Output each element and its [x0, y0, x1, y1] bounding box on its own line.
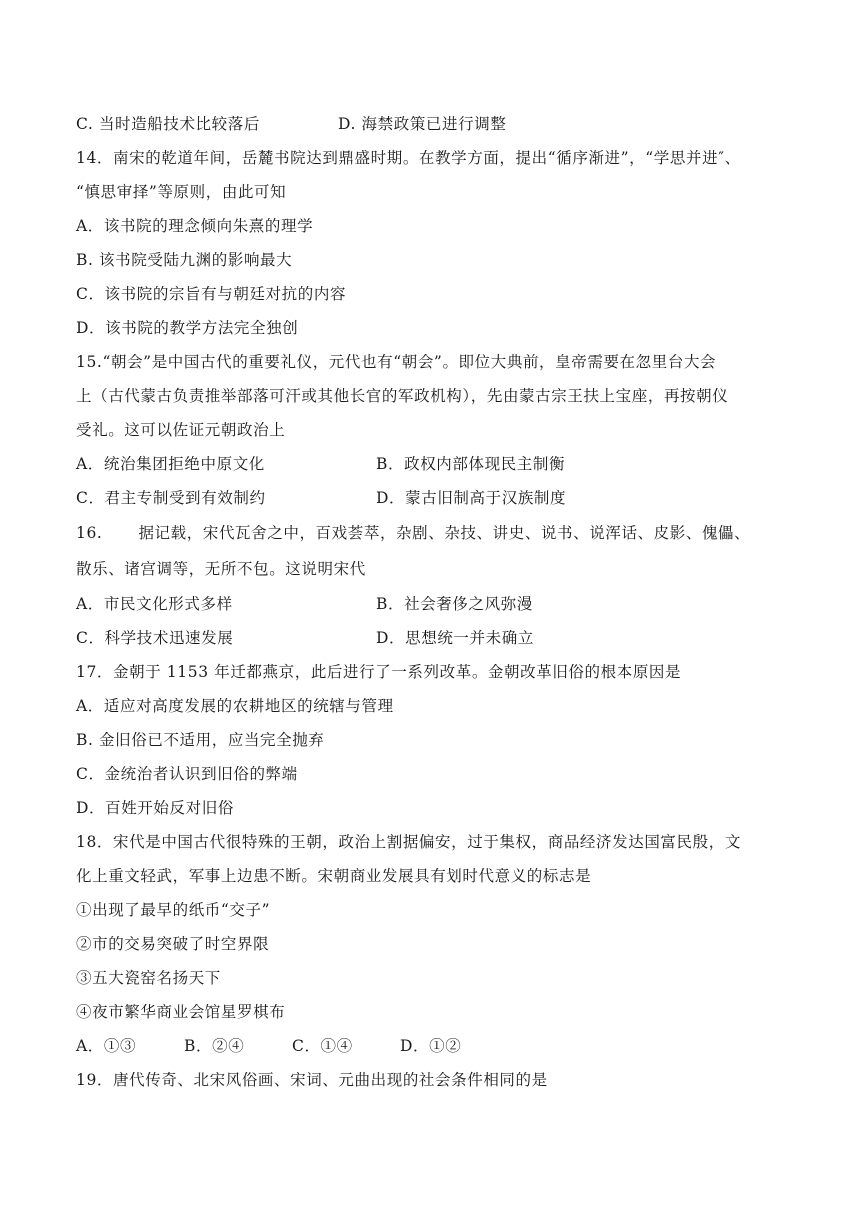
q17-option-b: B. 金旧俗已不适用，应当完全抛弃	[76, 731, 325, 749]
q18-options	[76, 1029, 788, 1063]
q18-stem-line2: 化上重文轻武，军事上边患不断。宋朝商业发展具有划时代意义的标志是	[76, 867, 592, 885]
q18-option-b: B．②④	[184, 1037, 245, 1055]
q14-stem-line2: “慎思审择”等原则，由此可知	[76, 183, 287, 201]
q16-option-a: A．市民文化形式多样	[76, 595, 233, 613]
q18-item-2: ②市的交易突破了时空界限	[76, 935, 270, 953]
q15-option-a: A．统治集团拒绝中原文化	[76, 455, 265, 473]
q18-item-4: ④夜市繁华商业会馆星罗棋布	[76, 1003, 286, 1021]
q16-stem-line2: 散乐、诸宫调等，无所不包。这说明宋代	[76, 560, 366, 578]
q16-option-d: D．思想统一并未确立	[376, 629, 534, 647]
q18-stem-line1: 18．宋代是中国古代很特殊的王朝，政治上割据偏安，过于集权，商品经济发达国富民殷，文	[76, 833, 741, 851]
q17-stem-line1: 17．金朝于 1153 年迁都燕京，此后进行了一系列改革。金朝改革旧俗的根本原因是	[76, 663, 682, 681]
q15-stem-line3: 受礼。这可以佐证元朝政治上	[76, 421, 286, 439]
q13-option-c: C. 当时造船技术比较落后	[76, 115, 260, 133]
q16-option-b: B．社会奢侈之风弥漫	[376, 595, 533, 613]
q13-option-d: D. 海禁政策已进行调整	[338, 115, 507, 133]
q18-option-d: D．①②	[400, 1037, 462, 1055]
q14-option-b: B. 该书院受陆九渊的影响最大	[76, 251, 293, 269]
q18-item-3: ③五大瓷窑名扬天下	[76, 969, 221, 987]
q15-stem-line2: 上（古代蒙古负责推举部落可汗或其他长官的军政机构），先由蒙古宗王扶上宝座，再按朝仪	[76, 387, 729, 405]
q14-option-a: A．该书院的理念倾向朱熹的理学	[76, 217, 314, 235]
q16-option-c: C．科学技术迅速发展	[76, 629, 234, 647]
q14-option-d: D．该书院的教学方法完全独创	[76, 319, 299, 337]
q16-stem-line1	[76, 515, 788, 551]
q16-options-ab	[76, 587, 788, 621]
q15-option-d: D．蒙古旧制高于汉族制度	[376, 489, 567, 507]
q18-item-1: ①出现了最早的纸币“交子”	[76, 901, 271, 919]
q17-option-a: A．适应对高度发展的农耕地区的统辖与管理	[76, 697, 394, 715]
q18-option-c: C．①④	[292, 1037, 353, 1055]
q16-stem-text: 据记载，宋代瓦舍之中，百戏荟萃，杂剧、杂技、讲史、说书、说浑话、皮影、傀儡、	[138, 524, 751, 542]
q16-options-cd	[76, 621, 788, 655]
q15-option-b: B．政权内部体现民主制衡	[376, 455, 566, 473]
exam-page	[76, 107, 788, 1097]
q13-options-cd	[76, 107, 788, 141]
q19-stem-line1: 19．唐代传奇、北宋风俗画、宋词、元曲出现的社会条件相同的是	[76, 1071, 548, 1089]
q16-number: 16.	[76, 524, 103, 542]
q14-option-c: C．该书院的宗旨有与朝廷对抗的内容	[76, 285, 347, 303]
q17-option-c: C．金统治者认识到旧俗的弊端	[76, 765, 298, 783]
q15-stem-line1: 15.“朝会”是中国古代的重要礼仪，元代也有“朝会”。即位大典前，皇帝需要在忽里台大会	[76, 353, 717, 371]
q18-option-a: A．①③	[76, 1037, 137, 1055]
q15-options-cd	[76, 481, 788, 515]
q15-option-c: C．君主专制受到有效制约	[76, 489, 266, 507]
q15-options-ab	[76, 447, 788, 481]
q14-stem-line1: 14．南宋的乾道年间，岳麓书院达到鼎盛时期。在教学方面，提出“循序渐进”，“学思并进″、	[76, 149, 741, 167]
q17-option-d: D．百姓开始反对旧俗	[76, 799, 234, 817]
